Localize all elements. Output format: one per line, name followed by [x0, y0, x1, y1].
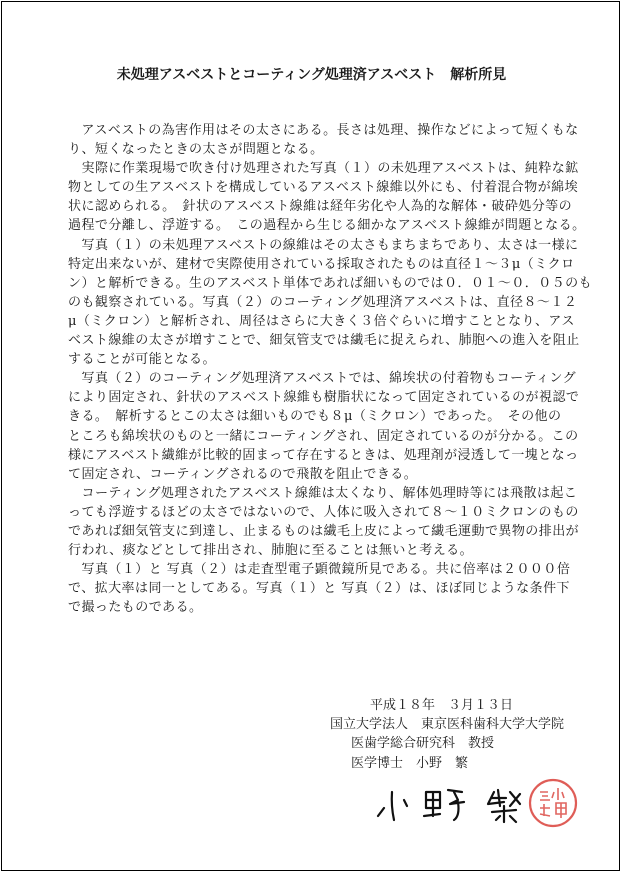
text-line: 写真（１）と 写真（２）は走査型電子顕微鏡所見である。共に倍率は２０００倍: [81, 562, 571, 578]
text-line: であれば細気管支に到達し、止まるものは繊毛上皮によって繊毛運動で異物の排出が: [68, 523, 580, 539]
text-line: 様にアスベスト繊維が比較的固まって存在するときは、処理剤が浸透して一塊となっ: [68, 447, 579, 463]
text-line: 写真（１）の未処理アスベストの線維はその太さもまちまちであり、太さは一様に: [81, 237, 579, 253]
text-line: することが可能となる。: [68, 352, 216, 368]
text-line: 状に認められる。 針状のアスベスト線維は経年劣化や人為的な解体・破砕処分等の: [68, 199, 573, 215]
paragraph: [68, 560, 570, 617]
paragraph: [68, 484, 580, 560]
text-line: ところも綿埃状のものと一緒にコーティングされ、固定されているのが分かる。この: [68, 428, 579, 444]
handwritten-signature: [370, 782, 540, 827]
text-line: アスベストの為害作用はその太さにある。長さは処理、操作などによって短くもな: [81, 123, 579, 138]
document-title: 未処理アスベストとコーティング処理済アスベスト 解析所見: [116, 67, 507, 83]
paragraph: [68, 236, 593, 370]
text-line: ベスト線維の太さが増すことで、細気管支では繊毛に捉えられ、肺胞への進入を阻止: [68, 333, 580, 349]
text-line: 過程で分離し、浮遊する。 この過程から生じる細かなアスベスト線維が問題となる。: [68, 218, 586, 234]
text-line: きる。 解析するとこの太さは細いものでも８μ（ミクロン）であった。 その他の: [68, 409, 562, 425]
text-line: で撮ったものである。: [68, 600, 203, 616]
text-line: 特定出来ないが、建材で実際使用されている採取されたものは直径１～３μ（ミクロ: [68, 256, 575, 272]
text-line: り、短くなったときの太さが問題となる。: [68, 142, 324, 158]
paragraph: [68, 369, 580, 484]
author-name-line: 医学博士 小野 繁: [351, 756, 469, 771]
text-line: 行われ、痰などとして排出され、肺胞に至ることは無いと考える。: [68, 543, 474, 559]
date-line: 平成１８年 ３月１３日: [370, 698, 514, 713]
organization-line: 国立大学法人 東京医科歯科大学大学院: [330, 717, 565, 732]
text-line: μ（ミクロン）と解析され、周径はさらに大きく３倍ぐらいに増すこととなり、アス: [68, 313, 575, 329]
text-line: っても浮遊するほどの太さではないので、人体に吸入されて８～１０ミクロンのもの: [68, 504, 579, 520]
seal-stamp: [528, 778, 578, 828]
text-line: 物としての生アスベストを構成しているアスベスト線維以外にも、付着混合物が綿埃: [68, 180, 579, 196]
paragraph: [68, 121, 579, 159]
text-line: ン）と解析できる。生のアスベスト単体であれば細いものでは０．０１～０．０５のも: [68, 275, 593, 291]
text-line: て固定され、コーティングされるので飛散を阻止できる。: [68, 466, 418, 482]
text-line: により固定され、針状のアスベスト線維も樹脂状になって固定されているのが視認で: [68, 390, 580, 406]
document-body: [68, 121, 593, 617]
paragraph: [68, 159, 586, 235]
text-line: 実際に作業現場で吹き付け処理された写真（１）の未処理アスベストは、純粋な鉱: [81, 161, 579, 177]
text-line: のも観察されている。写真（２）のコーティング処理済アスベストは、直径８～１２: [68, 294, 578, 310]
text-line: コーティング処理されたアスベスト線維は太くなり、解体処理時等には飛散は起こ: [81, 485, 578, 501]
text-line: 写真（２）のコーティング処理済アスベストでは、綿埃状の付着物もコーティング: [81, 371, 577, 387]
department-line: 医歯学総合研究科 教授: [351, 736, 495, 751]
text-line: で、拡大率は同一としてある。写真（１）と 写真（２）は、ほぼ同じような条件下: [68, 581, 570, 597]
